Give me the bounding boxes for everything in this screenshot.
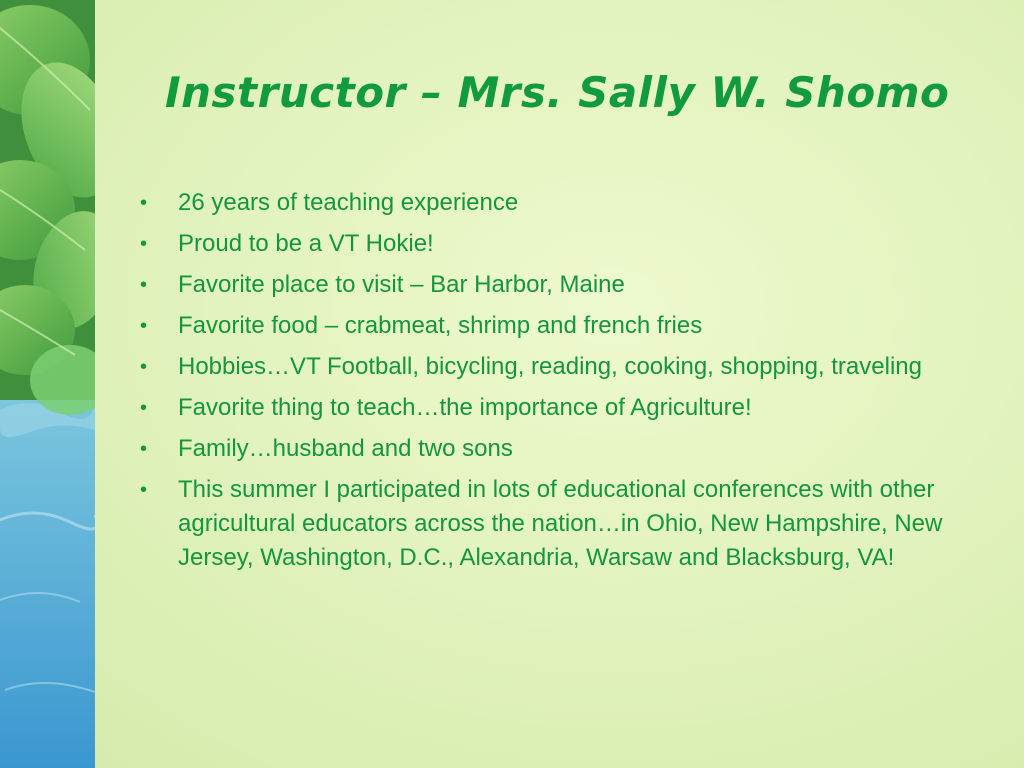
bullet-text: 26 years of teaching experience	[178, 189, 519, 216]
bullet-marker: •	[140, 438, 148, 460]
bullet-item-favorite-place	[140, 268, 960, 302]
bullet-item-experience	[140, 186, 960, 220]
bullet-text: This summer I participated in lots of educational conferences with other agricultural educators across the nation…in Ohio, New Hampshire, New Jersey, Washington, D.C., Alexandria, Warsaw and Blacksburg, VA!	[178, 476, 943, 571]
bullet-text: Favorite thing to teach…the importance of Agriculture!	[178, 394, 752, 421]
bullet-item-favorite-food	[140, 309, 960, 343]
bullet-marker: •	[140, 233, 148, 255]
bullet-item-favorite-teach	[140, 391, 960, 425]
leaf-water-decoration	[0, 0, 95, 768]
bullet-item-conferences	[140, 473, 960, 575]
bullet-item-family	[140, 432, 960, 466]
bullet-text: Favorite place to visit – Bar Harbor, Maine	[178, 271, 625, 298]
bullet-marker: •	[140, 356, 148, 378]
bullet-text: Proud to be a VT Hokie!	[178, 230, 434, 257]
bullet-text: Favorite food – crabmeat, shrimp and french fries	[178, 312, 703, 339]
slide-title: Instructor – Mrs. Sally W. Shomo	[165, 68, 950, 117]
bullet-item-hobbies	[140, 350, 960, 384]
bullet-marker: •	[140, 192, 148, 214]
bullet-item-hokie	[140, 227, 960, 261]
bullet-marker: •	[140, 397, 148, 419]
bullet-list	[140, 186, 960, 582]
bullet-marker: •	[140, 479, 148, 501]
bullet-marker: •	[140, 315, 148, 337]
bullet-text: Hobbies…VT Football, bicycling, reading, cooking, shopping, traveling	[178, 353, 922, 380]
bullet-marker: •	[140, 274, 148, 296]
bullet-text: Family…husband and two sons	[178, 435, 513, 462]
